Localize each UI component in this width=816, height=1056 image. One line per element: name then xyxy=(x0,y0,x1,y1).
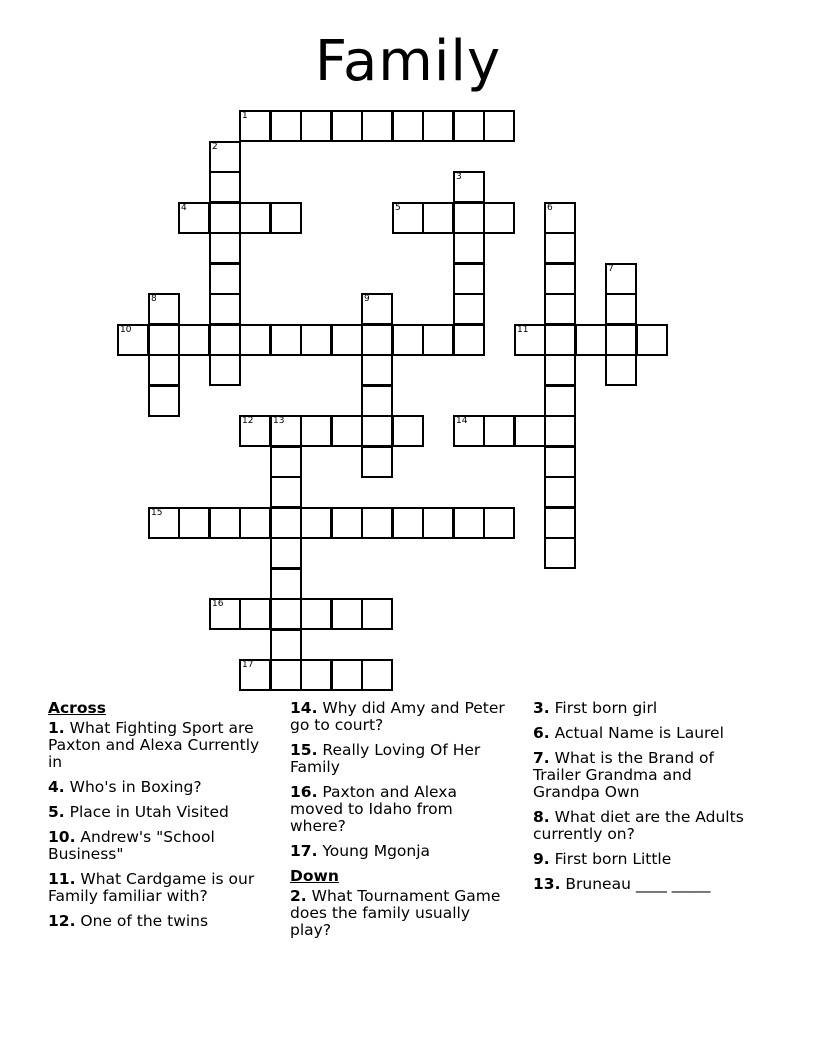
grid-cell[interactable] xyxy=(453,232,485,264)
clue-item-number: 17. xyxy=(290,842,318,860)
grid-cell[interactable] xyxy=(575,324,607,356)
clue-number: 16 xyxy=(212,599,224,609)
grid-cell[interactable] xyxy=(300,507,332,539)
grid-cell[interactable] xyxy=(544,537,576,569)
grid-cell[interactable] xyxy=(209,354,241,386)
clue-number: 5 xyxy=(395,203,401,213)
grid-cell[interactable] xyxy=(178,202,210,234)
clue-item xyxy=(48,829,270,863)
clue-item xyxy=(290,742,512,776)
clue-item xyxy=(290,843,512,860)
clue-item-text: Why did Amy and Peter go to court? xyxy=(290,699,505,734)
grid-cell[interactable] xyxy=(422,110,454,142)
grid-cell[interactable] xyxy=(422,324,454,356)
grid-cell[interactable] xyxy=(361,385,393,417)
clue-item-number: 11. xyxy=(48,870,76,888)
grid-cell[interactable] xyxy=(209,263,241,295)
grid-cell[interactable] xyxy=(239,659,271,691)
clue-item-number: 12. xyxy=(48,912,76,930)
clue-number: 17 xyxy=(242,660,254,670)
clue-item xyxy=(48,779,270,796)
clue-item xyxy=(533,851,763,868)
across-heading: Across xyxy=(48,699,106,717)
grid-cell[interactable] xyxy=(239,415,271,447)
clue-item-text: What Cardgame is our Family familiar with? xyxy=(48,870,255,905)
grid-cell[interactable] xyxy=(209,202,241,234)
grid-cell[interactable] xyxy=(483,110,515,142)
grid-cell[interactable] xyxy=(270,598,302,630)
grid-cell[interactable] xyxy=(483,415,515,447)
grid-cell[interactable] xyxy=(300,659,332,691)
grid-cell[interactable] xyxy=(605,293,637,325)
grid-cell[interactable] xyxy=(178,324,210,356)
clue-item-number: 8. xyxy=(533,808,550,826)
grid-cell[interactable] xyxy=(392,507,424,539)
clue-item xyxy=(290,700,512,734)
grid-cell[interactable] xyxy=(392,324,424,356)
grid-cell[interactable] xyxy=(544,354,576,386)
grid-cell[interactable] xyxy=(453,507,485,539)
clue-item-number: 1. xyxy=(48,719,65,737)
clue-number: 15 xyxy=(151,508,163,518)
grid-cell[interactable] xyxy=(209,232,241,264)
grid-cell[interactable] xyxy=(270,507,302,539)
clue-item-text: What diet are the Adults currently on? xyxy=(533,808,744,843)
grid-cell[interactable] xyxy=(361,110,393,142)
grid-cell[interactable] xyxy=(544,324,576,356)
grid-cell[interactable] xyxy=(148,385,180,417)
grid-cell[interactable] xyxy=(514,415,546,447)
grid-cell[interactable] xyxy=(270,324,302,356)
grid-cell[interactable] xyxy=(483,202,515,234)
grid-cell[interactable] xyxy=(514,324,546,356)
grid-cell[interactable] xyxy=(544,293,576,325)
puzzle-title: Family xyxy=(314,29,502,94)
grid-cell[interactable] xyxy=(544,446,576,478)
grid-cell[interactable] xyxy=(361,659,393,691)
clue-item-text: One of the twins xyxy=(75,912,209,930)
grid-cell[interactable] xyxy=(148,507,180,539)
grid-cell[interactable] xyxy=(544,202,576,234)
across-clue-list-continued xyxy=(290,700,512,860)
grid-cell[interactable] xyxy=(544,507,576,539)
clue-item-number: 5. xyxy=(48,803,65,821)
clue-item xyxy=(533,700,763,717)
clue-item-number: 2. xyxy=(290,887,307,905)
clue-item xyxy=(533,725,763,742)
grid-cell[interactable] xyxy=(453,202,485,234)
grid-cell[interactable] xyxy=(270,659,302,691)
clue-number: 12 xyxy=(242,416,254,426)
clue-item-number: 6. xyxy=(533,724,550,742)
down-clue-list-continued xyxy=(533,700,763,893)
grid-cell[interactable] xyxy=(453,263,485,295)
grid-cell[interactable] xyxy=(148,324,180,356)
clue-number: 1 xyxy=(242,111,248,121)
grid-cell[interactable] xyxy=(453,171,485,203)
grid-cell[interactable] xyxy=(270,568,302,600)
clue-item-number: 14. xyxy=(290,699,318,717)
grid-cell[interactable] xyxy=(209,324,241,356)
grid-cell[interactable] xyxy=(148,354,180,386)
grid-cell[interactable] xyxy=(209,293,241,325)
clue-item-number: 10. xyxy=(48,828,76,846)
grid-cell[interactable] xyxy=(239,324,271,356)
grid-cell[interactable] xyxy=(117,324,149,356)
clue-item-number: 13. xyxy=(533,875,561,893)
grid-cell[interactable] xyxy=(453,293,485,325)
clue-item-text: Really Loving Of Her Family xyxy=(290,741,481,776)
grid-cell[interactable] xyxy=(453,110,485,142)
clue-item-text: Bruneau ____ _____ xyxy=(560,875,711,893)
clue-item-text: What Fighting Sport are Paxton and Alexa Currently in xyxy=(48,719,260,771)
grid-cell[interactable] xyxy=(209,507,241,539)
down-clue-list xyxy=(290,888,512,939)
clue-item xyxy=(290,784,512,835)
grid-cell[interactable] xyxy=(300,415,332,447)
grid-cell[interactable] xyxy=(331,324,363,356)
clue-item-text: Andrew's "School Business" xyxy=(48,828,215,863)
grid-cell[interactable] xyxy=(270,537,302,569)
grid-cell[interactable] xyxy=(209,598,241,630)
grid-cell[interactable] xyxy=(392,202,424,234)
clue-number: 2 xyxy=(212,142,218,152)
grid-cell[interactable] xyxy=(239,202,271,234)
grid-cell[interactable] xyxy=(239,598,271,630)
clue-number: 7 xyxy=(608,264,614,274)
clue-number: 8 xyxy=(151,294,157,304)
clue-number: 13 xyxy=(273,416,285,426)
clue-item xyxy=(48,804,270,821)
grid-cell[interactable] xyxy=(270,446,302,478)
grid-cell[interactable] xyxy=(422,202,454,234)
grid-cell[interactable] xyxy=(544,476,576,508)
grid-cell[interactable] xyxy=(605,354,637,386)
clue-item-text: First born Little xyxy=(549,850,672,868)
grid-cell[interactable] xyxy=(331,110,363,142)
grid-cell[interactable] xyxy=(270,110,302,142)
grid-cell[interactable] xyxy=(361,324,393,356)
grid-cell[interactable] xyxy=(544,385,576,417)
grid-cell[interactable] xyxy=(483,507,515,539)
clue-item xyxy=(533,809,763,843)
clue-item-text: Place in Utah Visited xyxy=(64,803,229,821)
grid-cell[interactable] xyxy=(300,598,332,630)
clue-item-number: 15. xyxy=(290,741,318,759)
grid-cell[interactable] xyxy=(209,171,241,203)
clue-item xyxy=(290,888,512,939)
clue-item xyxy=(48,913,270,930)
clue-item-number: 16. xyxy=(290,783,318,801)
down-heading: Down xyxy=(290,867,339,885)
clue-column-1 xyxy=(48,700,270,938)
grid-cell[interactable] xyxy=(544,415,576,447)
grid-cell[interactable] xyxy=(361,415,393,447)
grid-cell[interactable] xyxy=(331,415,363,447)
clue-number: 11 xyxy=(517,325,529,335)
clue-number: 4 xyxy=(181,203,187,213)
clue-number: 3 xyxy=(456,172,462,182)
grid-cell[interactable] xyxy=(331,659,363,691)
clue-item-text: Young Mgonja xyxy=(317,842,431,860)
clue-item-text: What Tournament Game does the family usually play? xyxy=(290,887,501,939)
grid-cell[interactable] xyxy=(178,507,210,539)
grid-cell[interactable] xyxy=(361,507,393,539)
clue-item-text: Paxton and Alexa moved to Idaho from where? xyxy=(290,783,457,835)
grid-cell[interactable] xyxy=(270,629,302,661)
grid-cell[interactable] xyxy=(331,507,363,539)
grid-cell[interactable] xyxy=(453,415,485,447)
grid-cell[interactable] xyxy=(361,354,393,386)
grid-cell[interactable] xyxy=(148,293,180,325)
clue-item-number: 4. xyxy=(48,778,65,796)
grid-cell[interactable] xyxy=(422,507,454,539)
clue-item xyxy=(533,876,763,893)
grid-cell[interactable] xyxy=(392,110,424,142)
clue-number: 10 xyxy=(120,325,132,335)
clue-number: 14 xyxy=(456,416,468,426)
grid-cell[interactable] xyxy=(361,293,393,325)
clue-item-text: What is the Brand of Trailer Grandma and Grandpa Own xyxy=(533,749,714,801)
clue-item-number: 7. xyxy=(533,749,550,767)
grid-cell[interactable] xyxy=(605,263,637,295)
grid-cell[interactable] xyxy=(331,598,363,630)
grid-cell[interactable] xyxy=(239,507,271,539)
clue-item xyxy=(48,871,270,905)
grid-cell[interactable] xyxy=(239,110,271,142)
clue-item-text: First born girl xyxy=(549,699,658,717)
grid-cell[interactable] xyxy=(300,324,332,356)
grid-cell[interactable] xyxy=(270,476,302,508)
clue-item xyxy=(48,720,270,771)
grid-cell[interactable] xyxy=(361,598,393,630)
grid-cell[interactable] xyxy=(361,446,393,478)
clue-item-number: 3. xyxy=(533,699,550,717)
across-clue-list xyxy=(48,720,270,930)
grid-cell[interactable] xyxy=(605,324,637,356)
clue-item-number: 9. xyxy=(533,850,550,868)
clue-item-text: Actual Name is Laurel xyxy=(549,724,724,742)
clue-column-2 xyxy=(290,700,512,947)
grid-cell[interactable] xyxy=(270,202,302,234)
clue-item xyxy=(533,750,763,801)
grid-cell[interactable] xyxy=(270,415,302,447)
grid-cell[interactable] xyxy=(209,141,241,173)
clue-number: 6 xyxy=(547,203,553,213)
grid-cell[interactable] xyxy=(453,324,485,356)
grid-cell[interactable] xyxy=(636,324,668,356)
clue-column-3 xyxy=(533,700,763,901)
grid-cell[interactable] xyxy=(300,110,332,142)
clue-number: 9 xyxy=(364,294,370,304)
grid-cell[interactable] xyxy=(544,232,576,264)
clue-item-text: Who's in Boxing? xyxy=(64,778,202,796)
grid-cell[interactable] xyxy=(544,263,576,295)
grid-cell[interactable] xyxy=(392,415,424,447)
